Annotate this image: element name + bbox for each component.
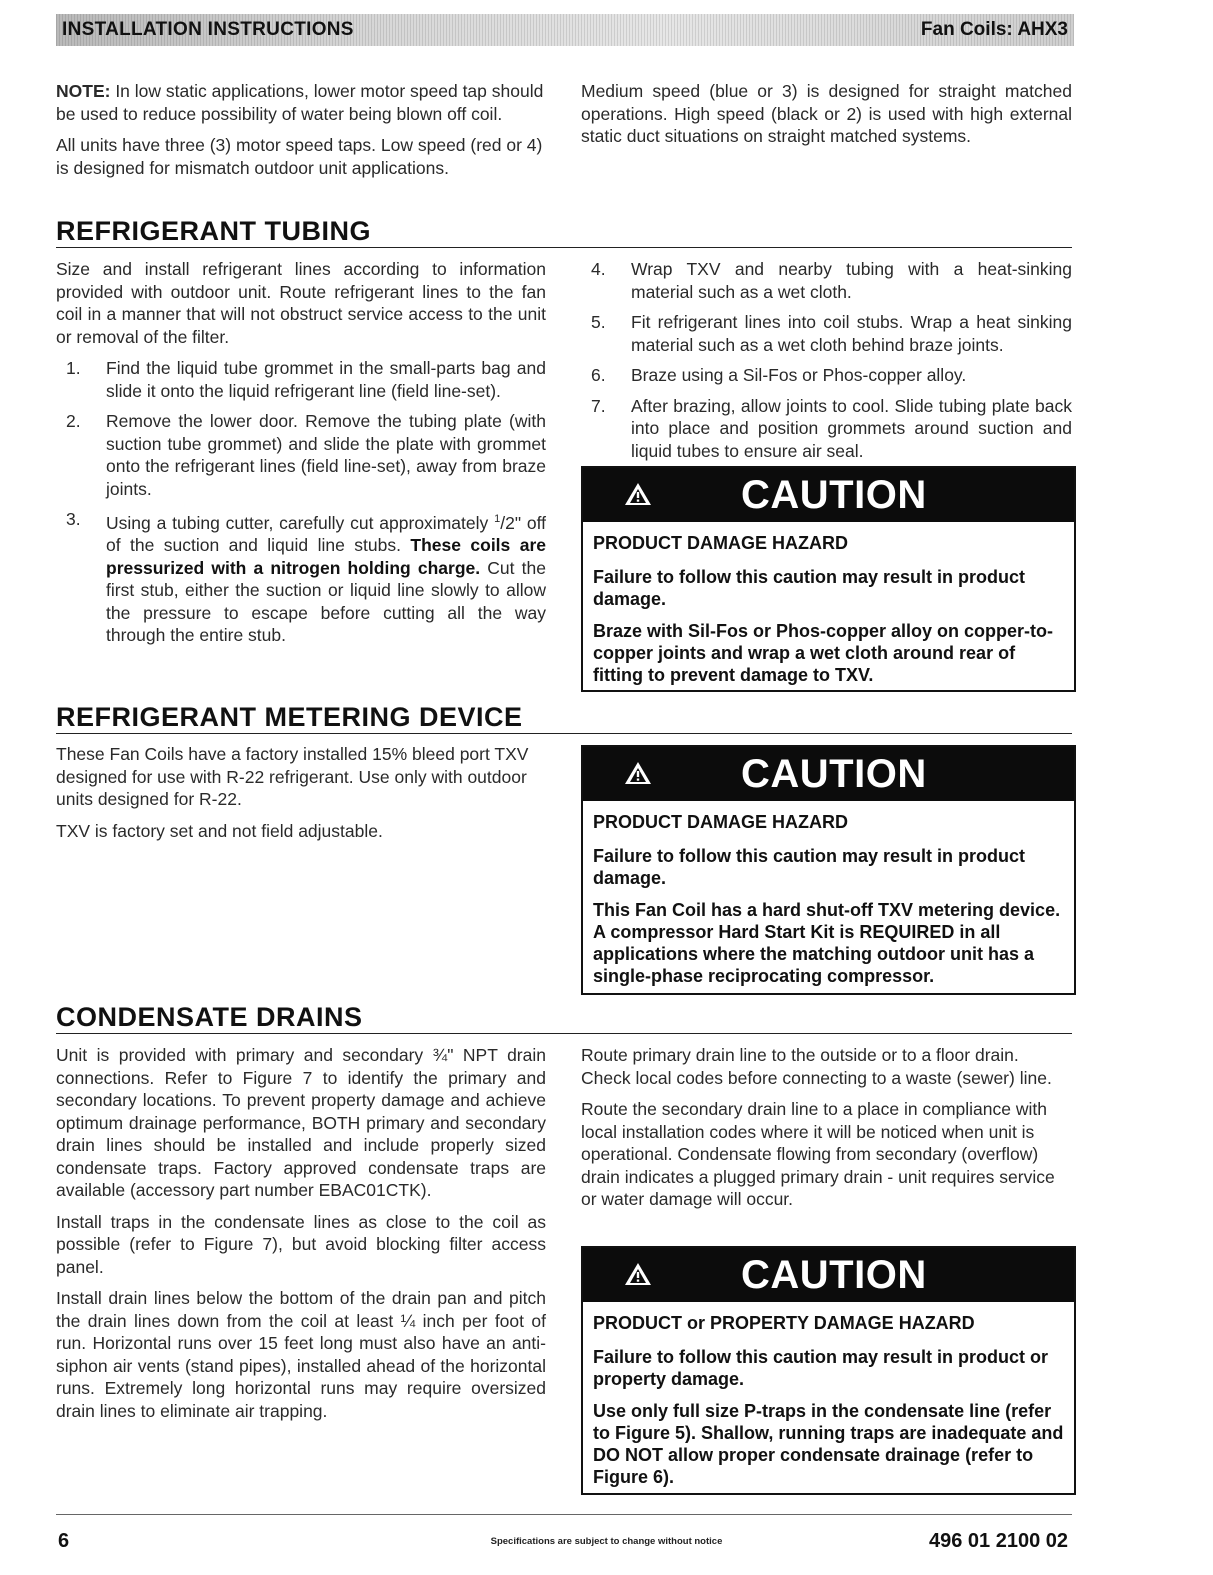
- caution-box-braze: [581, 466, 1076, 692]
- page-number: 6: [58, 1530, 70, 1552]
- drains-para: Route the secondary drain line to a place in compliance with local installation codes where it will be noticed when unit is operational. Condensate flowing from secondary (overflow) drain indicates a plugged primary drain - unit requires service or water damage will occur.: [581, 1099, 1055, 1209]
- section-condensate-drains: [56, 1002, 1072, 1034]
- footer-disclaimer: Specifications are subject to change without notice: [490, 1536, 723, 1547]
- metering-para: These Fan Coils have a factory installed 15% bleed port TXV designed for use with R-22 refrigerant. Use only with outdoor units designed for R-22.: [56, 744, 529, 809]
- hazard-type: PRODUCT or PROPERTY DAMAGE HAZARD: [593, 1313, 975, 1333]
- caution-header: [583, 1248, 1074, 1302]
- caution-header: [583, 468, 1074, 522]
- caution-line: Failure to follow this caution may result in product damage.: [593, 567, 1026, 609]
- caution-title: CAUTION: [741, 752, 927, 796]
- intro-right: [581, 80, 1072, 157]
- step-4: 4. Wrap TXV and nearby tubing with a heat-sinking material such as a wet cloth.: [591, 259, 1072, 302]
- drains-para: Install drain lines below the bottom of the drain pan and pitch the drain lines down from the coil at least ¼ inch per foot of run. Horizontal runs over 15 feet long must also have an anti-siphon air vents (stand pipes), installed ahead of the horizontal runs. Extremely long horizontal runs may require oversized drain lines to eliminate air trapping.: [56, 1288, 546, 1421]
- caution-title: CAUTION: [741, 473, 927, 517]
- step-5: 5. Fit refrigerant lines into coil stubs. Wrap a heat sinking material such as a wet cloth behind braze joints.: [591, 312, 1072, 355]
- hazard-type: PRODUCT DAMAGE HAZARD: [593, 812, 848, 832]
- step-6: 6. Braze using a Sil-Fos or Phos-copper alloy.: [591, 365, 967, 385]
- tubing-intro: Size and install refrigerant lines according to information provided with outdoor unit. Route refrigerant lines to the fan coil in a manner that will not obstruct service access to the unit or removal of the filter.: [56, 259, 546, 347]
- caution-header: [583, 747, 1074, 801]
- caution-title: CAUTION: [741, 1253, 927, 1297]
- tubing-right: [581, 258, 1072, 470]
- header-title: INSTALLATION INSTRUCTIONS: [62, 19, 354, 40]
- caution-body: [583, 522, 1074, 700]
- step-3: 3. Using a tubing cutter, carefully cut approximately $^1$/2" off of the suction and liquid line stubs. These coils are pressurized with a nitrogen holding charge. Cut the first stub, either the suction or liquid line slowly to allow the pressure to escape before cutting all the way through the entire stub.: [66, 509, 546, 646]
- caution-body: [583, 801, 1074, 1001]
- speed-taps-paragraph: All units have three (3) motor speed taps. Low speed (red or 4) is designed for mismatch outdoor unit applications.: [56, 135, 543, 178]
- step-1: 1. Find the liquid tube grommet in the small-parts bag and slide it onto the liquid refrigerant line (field line-set).: [66, 358, 546, 401]
- footer-divider: [56, 1514, 1072, 1515]
- caution-box-ptraps: [581, 1246, 1076, 1495]
- tubing-left: [56, 258, 546, 655]
- warning-triangle-icon: [624, 482, 652, 506]
- drains-right: [581, 1044, 1072, 1220]
- tubing-steps-left: [56, 357, 546, 647]
- tubing-steps-right: [581, 258, 1072, 462]
- header-product: Fan Coils: AHX3: [920, 19, 1068, 40]
- section-heading: REFRIGERANT TUBING: [56, 216, 371, 246]
- drains-para: Route primary drain line to the outside or to a floor drain. Check local codes before connecting to a waste (sewer) line.: [581, 1045, 1052, 1088]
- caution-box-txv: [581, 745, 1076, 995]
- header-bar: [56, 14, 1074, 46]
- drains-left: [56, 1044, 546, 1431]
- note-paragraph: [56, 80, 546, 125]
- caution-line: Failure to follow this caution may result in product damage.: [593, 846, 1026, 888]
- section-refrigerant-tubing: [56, 216, 1072, 248]
- drains-para: Install traps in the condensate lines as close to the coil as possible (refer to Figure 7), but avoid blocking filter access panel.: [56, 1211, 546, 1277]
- note-label: NOTE:: [56, 81, 111, 101]
- note-text: In low static applications, lower motor speed tap should be used to reduce possibility of water being blown off coil.: [56, 81, 544, 124]
- step-7: 7. After brazing, allow joints to cool. Slide tubing plate back into place and position grommets around suction and liquid tubes to ensure air seal.: [591, 395, 1072, 461]
- drains-para: Unit is provided with primary and secondary ¾" NPT drain connections. Refer to Figure 7 to identify the primary and secondary locations. To prevent property damage and achieve optimum drainage performance, BOTH primary and secondary drain lines should be installed and include properly sized condensate traps. Factory approved condensate traps are available (accessory part number EBAC01CTK).: [56, 1045, 546, 1200]
- pressurized-warning: These coils are pressurized with a nitrogen holding charge.: [106, 535, 546, 578]
- intro-left: [56, 80, 546, 188]
- caution-line: Braze with Sil-Fos or Phos-copper alloy on copper-to-copper joints and wrap a wet cloth around rear of fitting to prevent damage to TXV.: [593, 621, 1054, 685]
- metering-left: [56, 743, 546, 851]
- hazard-type: PRODUCT DAMAGE HAZARD: [593, 533, 848, 553]
- metering-para: TXV is factory set and not field adjustable.: [56, 820, 383, 841]
- section-refrigerant-metering: [56, 702, 1072, 734]
- section-heading: CONDENSATE DRAINS: [56, 1002, 363, 1032]
- section-heading: REFRIGERANT METERING DEVICE: [56, 702, 523, 732]
- caution-line: This Fan Coil has a hard shut-off TXV metering device. A compressor Hard Start Kit is REQUIRED in all applications where the matching outdoor unit has a single-phase reciprocating compressor.: [593, 900, 1061, 986]
- caution-line: Use only full size P-traps in the condensate line (refer to Figure 5). Shallow, running traps are inadequate and DO NOT allow proper condensate drainage (refer to Figure 6).: [593, 1401, 1064, 1487]
- warning-triangle-icon: [624, 1262, 652, 1286]
- caution-body: [583, 1302, 1074, 1502]
- speed-paragraph: Medium speed (blue or 3) is designed for straight matched operations. High speed (black or 2) is used with high external static duct situations on straight matched systems.: [581, 81, 1072, 146]
- document-number: 496 01 2100 02: [928, 1530, 1068, 1552]
- warning-triangle-icon: [624, 761, 652, 785]
- step-2: 2. Remove the lower door. Remove the tubing plate (with suction tube grommet) and slide the plate with grommet onto the refrigerant lines (field line-set), away from braze joints.: [66, 411, 546, 499]
- caution-line: Failure to follow this caution may result in product or property damage.: [593, 1347, 1049, 1389]
